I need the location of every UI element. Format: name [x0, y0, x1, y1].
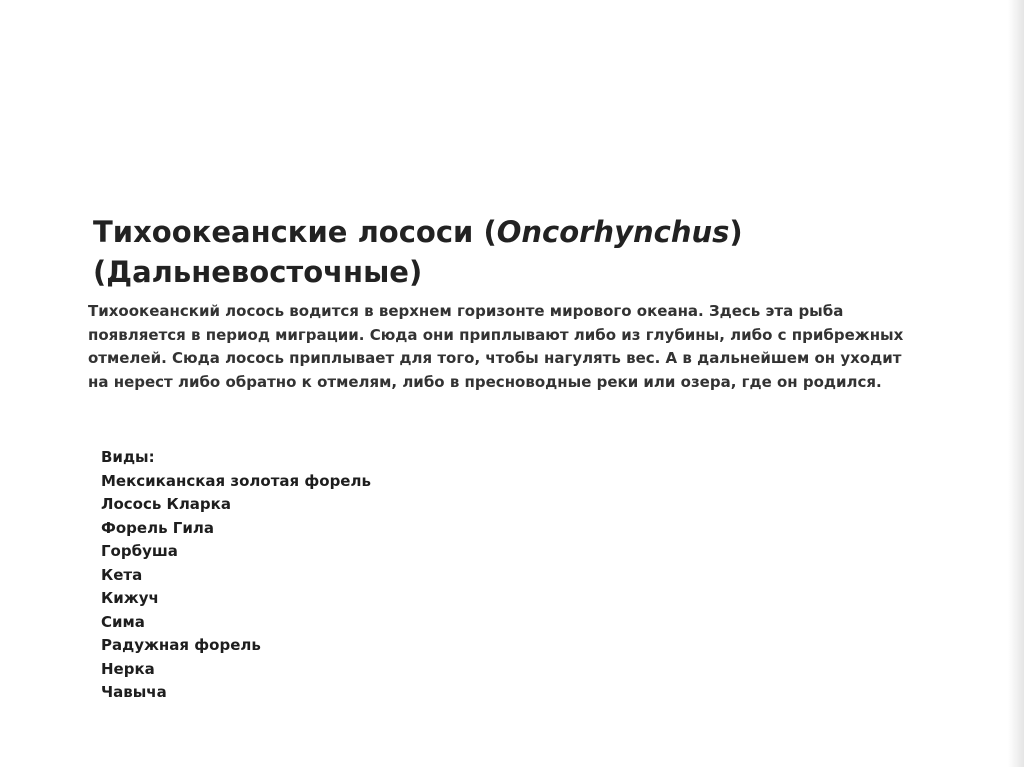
slide-title [93, 212, 953, 292]
species-item: Сима [101, 612, 145, 631]
species-item: Кижуч [101, 589, 159, 607]
species-label: Виды: [101, 448, 155, 466]
title-line-2: (Дальневосточные) [93, 255, 423, 289]
species-item: Лосось Кларка [101, 495, 231, 513]
species-item: Горбуша [101, 542, 178, 560]
slide-edge-shadow [1008, 0, 1024, 767]
species-item: Форель Гила [101, 518, 214, 537]
title-prefix: Тихоокеанские лососи ( [93, 215, 497, 249]
species-item: Мексиканская золотая форель [101, 471, 371, 490]
species-list [101, 470, 501, 705]
species-item: Кета [101, 565, 143, 584]
species-item: Нерка [101, 659, 155, 678]
species-item: Чавыча [101, 683, 167, 701]
title-scientific-name: Oncorhynchus [496, 215, 730, 249]
title-suffix: ) [729, 215, 743, 249]
intro-paragraph: Тихоокеанский лосось водится в верхнем горизонте мирового океана. Здесь эта рыба появляется в период миграции. Сюда они приплывают либо из глубины, либо с прибрежных отмелей. Сюда лосось приплывает для того, чтобы нагулять вес. А в дальнейшем он уходит на нерест либо обратно к отмелям, либо в пресноводные реки или озера, где он родился. [88, 302, 904, 391]
species-section [101, 446, 501, 705]
species-item: Радужная форель [101, 636, 261, 654]
